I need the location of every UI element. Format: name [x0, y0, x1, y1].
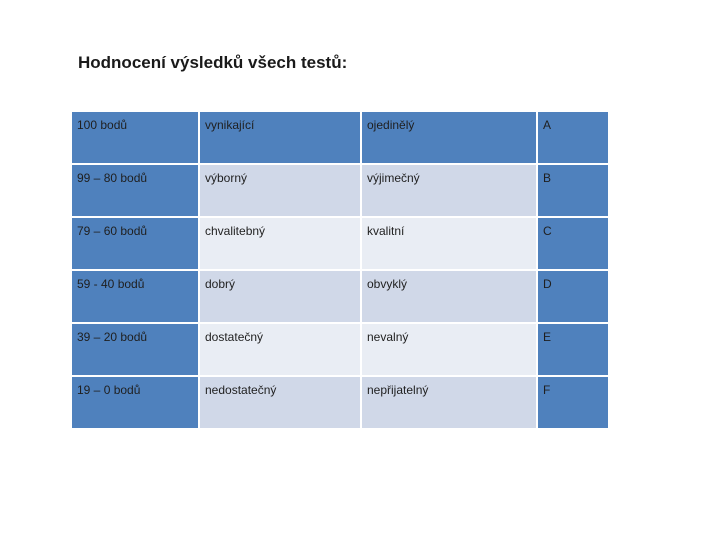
grade-cell: B	[537, 164, 609, 217]
rating-alt-cell: nepřijatelný	[361, 376, 537, 429]
points-cell: 79 – 60 bodů	[71, 217, 199, 270]
table-row	[71, 270, 609, 323]
points-cell: 19 – 0 bodů	[71, 376, 199, 429]
rating-alt-cell: výjimečný	[361, 164, 537, 217]
table-row	[71, 164, 609, 217]
grade-cell: E	[537, 323, 609, 376]
table-row	[71, 217, 609, 270]
rating-alt-cell: ojedinělý	[361, 111, 537, 164]
page-title: Hodnocení výsledků všech testů:	[78, 53, 348, 72]
rating-alt-cell: nevalný	[361, 323, 537, 376]
rating-cell: výborný	[199, 164, 361, 217]
rating-alt-cell: obvyklý	[361, 270, 537, 323]
grade-cell: A	[537, 111, 609, 164]
rating-cell: nedostatečný	[199, 376, 361, 429]
rating-alt-cell: kvalitní	[361, 217, 537, 270]
grade-cell: C	[537, 217, 609, 270]
grading-table	[70, 110, 610, 430]
grade-cell: F	[537, 376, 609, 429]
rating-cell: vynikající	[199, 111, 361, 164]
points-cell: 39 – 20 bodů	[71, 323, 199, 376]
table-row	[71, 111, 609, 164]
table-row	[71, 376, 609, 429]
points-cell: 59 - 40 bodů	[71, 270, 199, 323]
rating-cell: dostatečný	[199, 323, 361, 376]
table-row	[71, 323, 609, 376]
rating-cell: dobrý	[199, 270, 361, 323]
points-cell: 100 bodů	[71, 111, 199, 164]
rating-cell: chvalitebný	[199, 217, 361, 270]
points-cell: 99 – 80 bodů	[71, 164, 199, 217]
grade-cell: D	[537, 270, 609, 323]
